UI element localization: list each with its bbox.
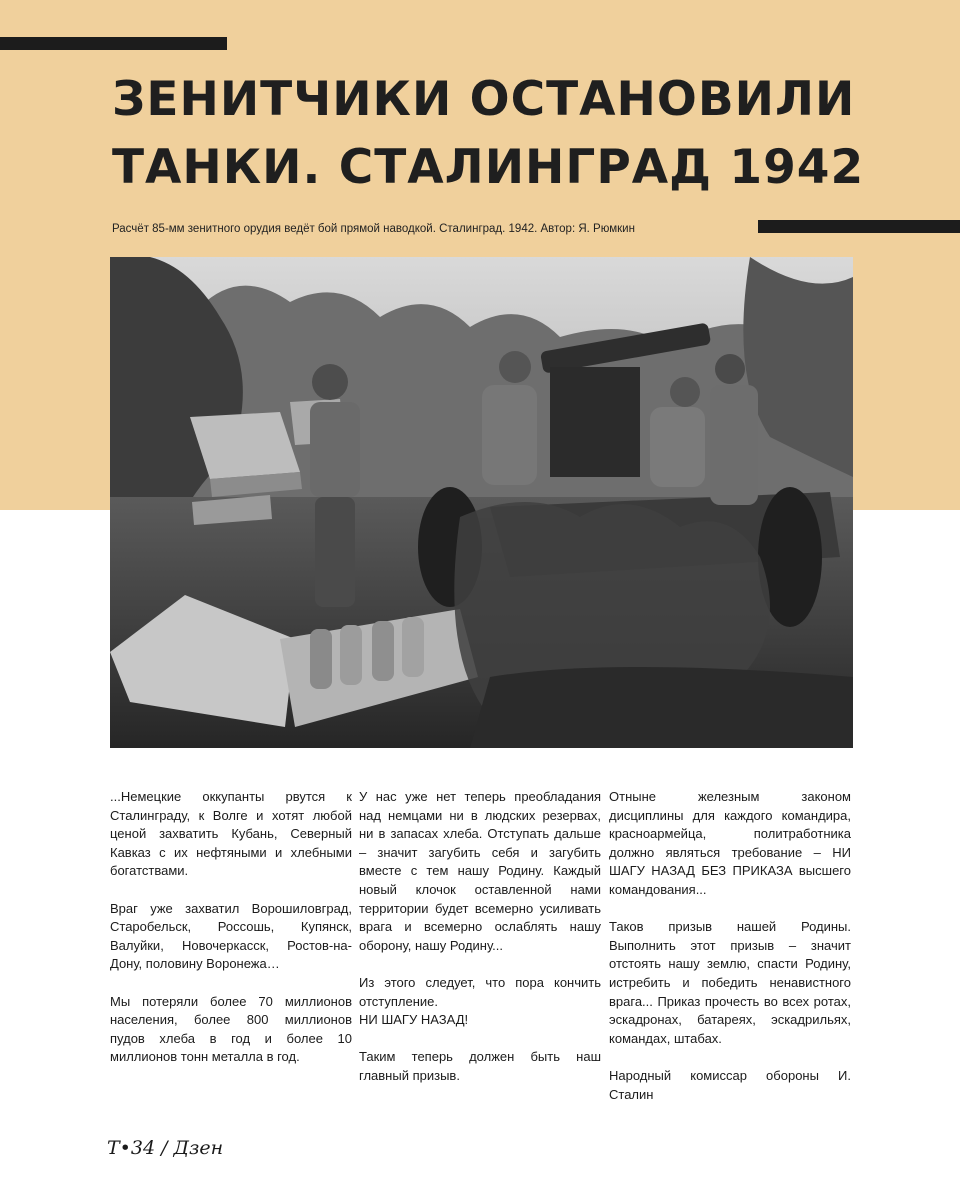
signature-paragraph: Народный комиссар обороны И. Сталин xyxy=(609,1067,851,1102)
paragraph: Отныне железным законом дисциплины для каждого командира, красноармейца, политработника должно являться требование – НИ ШАГУ НАЗАД БЕЗ ПРИКАЗА высшего командования... xyxy=(609,789,851,897)
paragraph-line-emphasis: НИ ШАГУ НАЗАД! xyxy=(359,1012,469,1028)
article-photo xyxy=(110,257,853,748)
paragraph: Таким теперь должен быть наш главный призыв. xyxy=(359,1049,601,1083)
text-column-2 xyxy=(359,788,601,1086)
photo-illustration xyxy=(110,257,853,748)
paragraph-line: Из этого следует, что пора кончить отступление. xyxy=(359,974,601,1009)
paragraph: Враг уже захватил Ворошиловград, Старобельск, Россошь, Купянск, Валуйки, Новочеркасск, Ростов-на-Дону, половину Воронежа… xyxy=(110,900,352,972)
text-column-3 xyxy=(609,788,851,1104)
article-title xyxy=(112,66,912,202)
decorative-bar-right xyxy=(758,220,960,233)
text-column-1 xyxy=(110,788,352,1067)
paragraph: У нас уже нет теперь преобладания над немцами ни в людских резервах, ни в запасах хлеба. Отступать дальше – значит загубить себя и загубить вместе с тем нашу Родину. Каждый новый клочок оставленной нами территории будет всемерно усиливать врага и всемерно ослаблять нашу оборону, нашу Родину... xyxy=(359,789,601,953)
paragraph: ...Немецкие оккупанты рвутся к Сталинграду, к Волге и хотят любой ценой захватить Кубань, Северный Кавказ с их нефтяными и хлебными богатствами. xyxy=(110,789,352,879)
decorative-bar-top-left xyxy=(0,37,227,50)
article-title-line-2: ТАНКИ. СТАЛИНГРАД 1942 xyxy=(112,140,865,195)
paragraph xyxy=(359,974,601,1030)
article-title-line-1: ЗЕНИТЧИКИ ОСТАНОВИЛИ xyxy=(112,72,856,127)
photo-caption: Расчёт 85-мм зенитного орудия ведёт бой прямой наводкой. Сталинград. 1942. Автор: Я. Рюмкин xyxy=(112,223,635,235)
paragraph: Мы потеряли более 70 миллионов населения, более 800 миллионов пудов хлеба в год и более 10 миллионов тонн металла в год. xyxy=(110,993,352,1065)
paragraph: Таков призыв нашей Родины. Выполнить этот призыв – значит отстоять нашу землю, спасти Родину, истребить и победить ненавистного врага... Приказ прочесть во всех ротах, эскадронах, батареях, эскадрильях, командах, штабах. xyxy=(609,919,851,1046)
brand-logo-text: Т•34 / Дзен xyxy=(107,1137,224,1159)
